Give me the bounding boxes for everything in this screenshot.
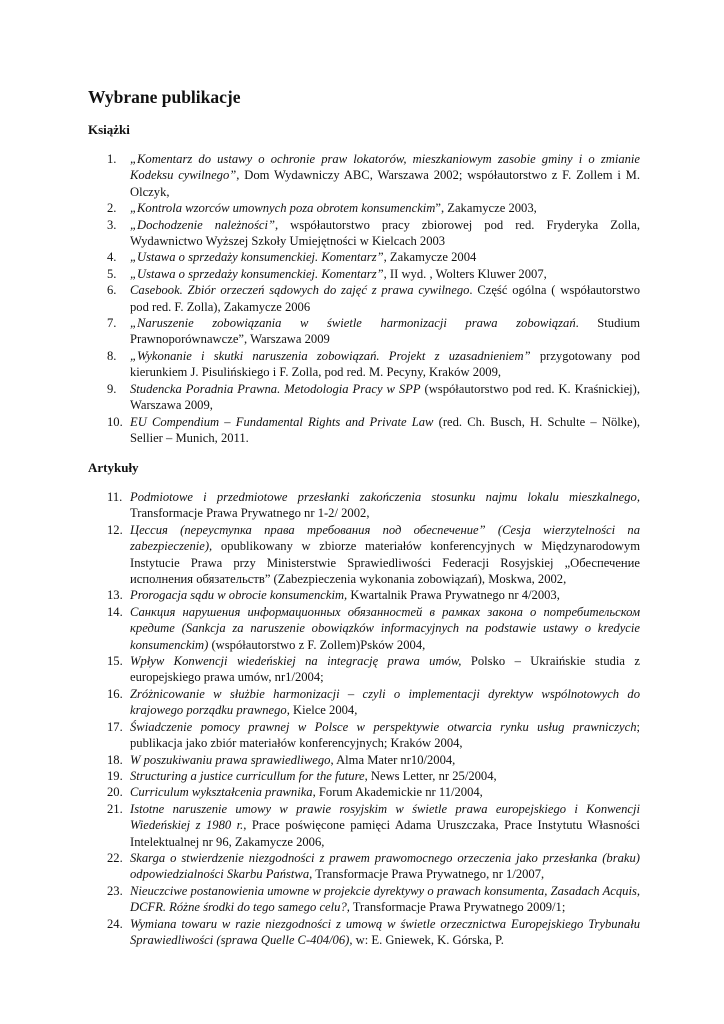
item-number: 19. [107,768,123,783]
item-number: 18. [107,752,123,767]
publication-title: „Ustawa o sprzedaży konsumenckiej. Komentarz” [130,250,384,265]
item-number: 6. [107,283,117,298]
publication-details: (współautorstwo z F. Zollem)Psków 2004, [208,637,426,652]
publication-title: „Ustawa o sprzedaży konsumenckiej. Komentarz” [130,266,384,281]
publication-title: „Kontrola wzorców umownych poza obrotem konsumenckim [130,201,436,216]
publication-item [88,200,640,216]
publication-item [88,282,640,315]
publication-item [88,752,640,768]
publication-item [88,883,640,916]
item-number: 21. [107,801,123,816]
item-number: 3. [107,217,117,232]
publication-details: Kwartalnik Prawa Prywatnego nr 4/2003, [347,588,560,603]
item-number: 1. [107,152,117,166]
publication-details: . Część ogólna ( współautorstwo pod red. F. Zolla), Zakamycze 2006 [130,283,640,314]
item-number: 22. [107,850,123,865]
publication-details: , Forum Akademickie nr 11/2004, [312,785,483,800]
publication-title: „Wykonanie i skutki naruszenia zobowiązań. Projekt z uzasadnieniem” [130,348,531,363]
publication-details: , Dom Wydawniczy ABC, Warszawa 2002; współautorstwo z F. Zollem i M. Olczyk, [130,168,640,199]
publication-item [88,784,640,800]
publication-item [88,414,640,447]
item-number: 16. [107,686,123,701]
section-heading-articles: Artykuły [88,460,139,475]
publication-item [88,489,640,522]
publication-title: W poszukiwaniu prawa sprawiedliwego [130,752,331,767]
publication-details: , Transformacje Prawa Prywatnego, nr 1/2007, [309,867,545,882]
publication-details: przygotowany pod kierunkiem J. Pisulińskiego i F. Zolla, pod red. M. Pecyny, Kraków 2009, [130,348,641,380]
publication-details: , II wyd. , Wolters Kluwer 2007, [383,266,547,281]
item-number: 5. [107,266,117,281]
publication-item [88,315,640,348]
publication-title: Санкция нарушения информационных обязанностей в рамках закона о потребительском кредите (Sankcja za naruszenie obowiązków informacyjnych na podstawie ustawy o kredycie konsumenckim) [130,604,640,652]
item-number: 17. [107,719,123,734]
publication-details: . Studium Prawnoporównawcze”, Warszawa 2009 [130,316,640,347]
item-number: 13. [107,588,123,603]
publication-title: Nieuczciwe postanowienia umowne w projekcie dyrektywy o prawach konsumenta, Zasadach Acquis, DCFR. Różne środki do tego samego celu?, [130,883,640,915]
publication-details: Polsko – Ukraińskie studia z europejskiego prawa umów, nr1/2004; [130,654,641,685]
publication-details: Kielce 2004, [289,703,358,718]
publication-title: Curriculum wykształcenia prawnika [130,785,313,800]
publication-item [88,266,640,282]
publication-title: Wymiana towaru w razie niezgodności z umową w świetle orzecznictwa Europejskiego Trybunału Sprawiedliwości (sprawa Quelle C-404/06), [130,916,640,947]
publication-item [88,801,640,850]
item-number: 9. [107,381,117,396]
publication-item [88,719,640,752]
publication-item [88,916,640,949]
publication-title: Skarga o stwierdzenie niezgodności z prawem prawomocnego orzeczenia jako przesłanka (braku) odpowiedzialności Skarbu Państwa [130,850,640,882]
publication-details: (współautorstwo pod red. K. Kraśnickiej), Warszawa 2009, [130,381,641,413]
publication-title: Istotne naruszenie umowy w prawie rosyjskim w świetle prawa europejskiego i Konwencji Wiedeńskiej z 1980 r. [130,801,640,833]
publication-details: (red. Ch. Busch, H. Schulte – Nölke), Sellier – Munich, 2011. [130,414,640,445]
publication-item [88,587,640,603]
publication-details: Transformacje Prawa Prywatnego 2009/1; [349,900,566,915]
publication-details: , współautorstwo pracy zbiorowej pod red. Fryderyka Zolla, Wydawnictwo Wyższej Szkoły Umiejętności w Kielcach 2003 [130,217,640,249]
publication-item [88,850,640,883]
publication-item [88,151,640,200]
publication-item [88,249,640,265]
publication-title: Studencka Poradnia Prawna. Metodologia Pracy w SPP [130,381,421,396]
item-number: 14. [107,604,123,619]
item-number: 15. [107,654,123,669]
publication-title: Structuring a justice curricullum for the future [130,768,365,783]
publication-title: „Naruszenie zobowiązania w świetle harmonizacji prawa zobowiązań [130,316,576,331]
item-number: 2. [107,201,117,216]
publication-title: Podmiotowe i przedmiotowe przesłanki zakończenia stosunku najmu lokalu mieszkalnego, [130,490,640,504]
publication-item [88,686,640,719]
publication-details: ”, Zakamycze 2003, [435,201,537,216]
publication-item [88,768,640,784]
publication-title: Zróżnicowanie w służbie harmonizacji – czyli o implementacji dyrektyw wspólnotowych do krajowego porządku prawnego, [130,686,640,718]
publication-item [88,522,640,588]
publication-details: , Zakamycze 2004 [383,250,477,265]
item-number: 23. [107,883,123,898]
publication-item [88,381,640,414]
item-number: 12. [107,522,123,537]
books-list [88,151,640,446]
item-number: 8. [107,348,117,363]
publication-title: „Komentarz do ustawy o ochronie praw lokatorów, mieszkaniowym zasobie gminy i o zmianie Kodeksu cywilnego” [130,152,640,183]
articles-list [88,489,640,948]
publication-details: w: E. Gniewek, K. Górska, P. [352,932,504,947]
publication-item [88,217,640,250]
publication-item [88,653,640,686]
publication-title: Świadczenie pomocy prawnej w Polsce w perspektywie otwarcia rynku usług prawniczych [130,719,637,734]
item-number: 10. [107,414,123,429]
publication-details: opublikowany w zbiorze materiałów konferencyjnych w Międzynarodowym Instytucie Prawa przy Ministerstwie Sprawiedliwości Federacji Rosyjskiej „Обеспечение исполнения обязательств” (Zabezpieczenia wykonania zobowiązań), Moskwa, 2002, [130,539,640,587]
section-heading-books: Książki [88,122,130,137]
item-number: 20. [107,785,123,800]
publication-details: , News Letter, nr 25/2004, [364,768,497,783]
publication-title: EU Compendium – Fundamental Rights and Private Law [130,414,434,429]
page-title: Wybrane publikacje [88,87,241,107]
publication-details: , Alma Mater nr10/2004, [330,752,456,767]
publication-title: Casebook. Zbiór orzeczeń sądowych do zajęć z prawa cywilnego [130,283,470,298]
publication-item [88,348,640,381]
publication-details: , Prace poświęcone pamięci Adama Uruszczaka, Prace Instytutu Własności Intelektualnej nr 96, Zakamycze 2006, [130,818,640,849]
item-number: 11. [107,490,123,504]
publication-details: ; publikacja jako zbiór materiałów konferencyjnych; Kraków 2004, [130,719,640,751]
publication-details: Transformacje Prawa Prywatnego nr 1-2/ 2002, [130,506,370,521]
publication-title: Цессия (переуступка права требования под обеспечение” (Cesja wierzytelności na zabezpieczenie), [130,522,640,554]
publication-item [88,604,640,653]
item-number: 24. [107,916,123,931]
publication-title: Prorogacja sądu w obrocie konsumenckim, [130,588,348,603]
item-number: 4. [107,250,117,265]
publication-title: Wpływ Konwencji wiedeńskiej na integrację prawa umów, [130,654,462,669]
publication-title: „Dochodzenie należności” [130,217,275,232]
item-number: 7. [107,316,117,331]
